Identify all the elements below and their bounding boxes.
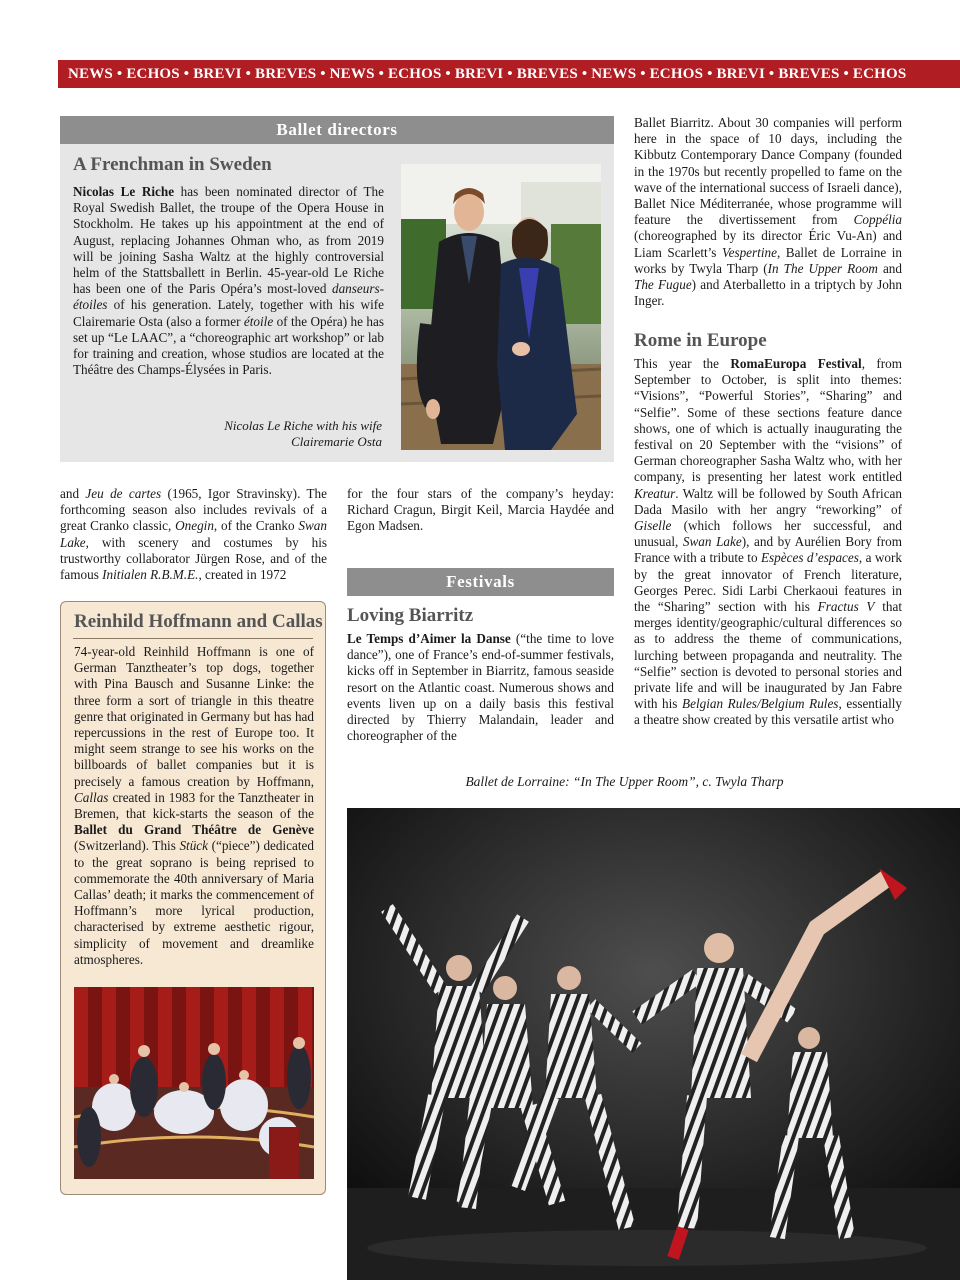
article-continuation-stars: for the four stars of the company’s heyday: Richard Cragun, Birgit Keil, Marcia Haydée and Egon Madsen.	[347, 486, 614, 534]
section-header-ballet-directors: Ballet directors	[60, 116, 614, 144]
article-title-frenchman-in-sweden: A Frenchman in Sweden	[73, 154, 272, 175]
caption-line-1: Nicolas Le Riche with his wife	[224, 418, 382, 433]
article-continuation-cranko: and Jeu de cartes (1965, Igor Stravinsky). The forthcoming season also includes revivals of a great Cranko classic, Onegin, of the Cranko Swan Lake, with scenery and costumes by his trustworthy collaborator Jürgen Rose, and of the famous Initialen R.B.M.E., created in 1972	[60, 486, 328, 583]
article-body-hoffmann: 74-year-old Reinhild Hoffmann is one of German Tanztheater’s top dogs, together with Pina Bausch and Susanne Linke: the three form a sort of triangle in this theatre genre that originated in Germany but has had repercussions in the rest of Europe too. It might seem strange to see his works on the billboards of ballet companies but it is precisely a famous creation by Hoffmann, Callas created in 1983 for the Tanztheater in Bremen, that kick-starts the season of the Ballet du Grand Théâtre de Genève (Switzerland). This Stück (“piece”) dedicated to the great soprano is being reprised to commemorate the 40th anniversary of Maria Callas’ death; it marks the commencement of Hoffmann’s more lyrical production, characterised by extreme aesthetic rigour, simplicity of movement and dreamlike atmospheres.	[74, 644, 314, 967]
caption-line-2: Clairemarie Osta	[291, 434, 382, 449]
photo-caption-le-riche	[180, 418, 382, 450]
news-banner: NEWS • ECHOS • BREVI • BREVES • NEWS • ECHOS • BREVI • BREVES • NEWS • ECHOS • BREVI • BREVES • ECHOS	[58, 60, 960, 88]
section-header-festivals: Festivals	[347, 568, 614, 596]
ballet-directors-box	[60, 116, 614, 462]
hoffmann-callas-box	[60, 601, 326, 1195]
article-title-loving-biarritz: Loving Biarritz	[347, 605, 474, 626]
article-title-rome-in-europe: Rome in Europe	[634, 330, 767, 351]
photo-caption-lorraine: Ballet de Lorraine: “In The Upper Room”, c. Twyla Tharp	[465, 774, 784, 789]
photo-ballet-de-lorraine	[347, 808, 960, 1280]
article-body-romaeuropa: This year the RomaEuropa Festival, from September to October, is split into themes: “Visions”, “Powerful Stories”, “Sharing” and “Selfie”. Some of these sections feature dance shows, one of which is actually inaugurating the festival on 20 September with the “visions” of German choreographer Sasha Waltz who, with her company, is presenting her latest work entitled Kreatur. Waltz will be followed by South African Dada Masilo with her angry “reworking” of Giselle (which follows her successful, and unusual, Swan Lake), and by Aurélien Bory from France with a tribute to Espèces d’espaces, a work by the great innovator of French literature, Georges Perec. Sidi Larbi Cherkaoui features in the “Sharing” section with his Fractus V that merges identity/geographic/cultural differences so as to address the theme of communications, lurching between propaganda and neutrality. The “Selfie” section is devoted to personal stories and private life and will be inaugurated by Jan Fabre with his Belgian Rules/Belgium Rules, essentially a theatre show created by this versatile artist who	[634, 356, 903, 728]
title-divider	[73, 638, 313, 639]
photo-callas-stage	[74, 987, 314, 1179]
article-body-le-riche: Nicolas Le Riche has been nominated director of The Royal Swedish Ballet, the troupe of the Opera House in Stockholm. He takes up his appointment at the end of August, replacing Johannes Ohman who, as from 2019 will be joining Sasha Waltz at the highly controversial helm of the Stattsballett in Berlin. 45-year-old Le Riche has been one of the Paris Opéra’s most-loved danseurs-étoiles of his generation. Lately, together with his wife Clairemarie Osta (also a former étoile of the Opéra) he has set up “Le LAAC”, a “choreographic art workshop” or lab for training and creation, whose studios are located at the Théâtre des Champs-Élysées in Paris.	[73, 184, 384, 378]
article-continuation-biarritz: Ballet Biarritz. About 30 companies will perform here in the space of 10 days, including the Kibbutz Contemporary Dance Company (founded in the 1970s but recently propelled to fame on the wave of the international success of Israeli dance), Ballet Nice Méditerranée, whose programme will feature the divertissement from Coppélia (choreographed by its director Éric Vu-An) and Liam Scarlett’s Vespertine, Ballet de Lorraine in works by Twyla Tharp (In The Upper Room and The Fugue) and Aterballetto in a triptych by John Inger.	[634, 115, 902, 309]
article-body-biarritz: Le Temps d’Aimer la Danse (“the time to love dance”), one of France’s end-of-summer festivals, kicks off in September in Biarritz, famous seaside resort on the Atlantic coast. Numerous shows and events liven up on a daily basis this festival directed by Thierry Malandain, leader and choreographer of the	[347, 631, 614, 744]
photo-le-riche-osta	[401, 164, 601, 450]
article-title-hoffmann-callas: Reinhild Hoffmann and Callas	[74, 611, 323, 632]
